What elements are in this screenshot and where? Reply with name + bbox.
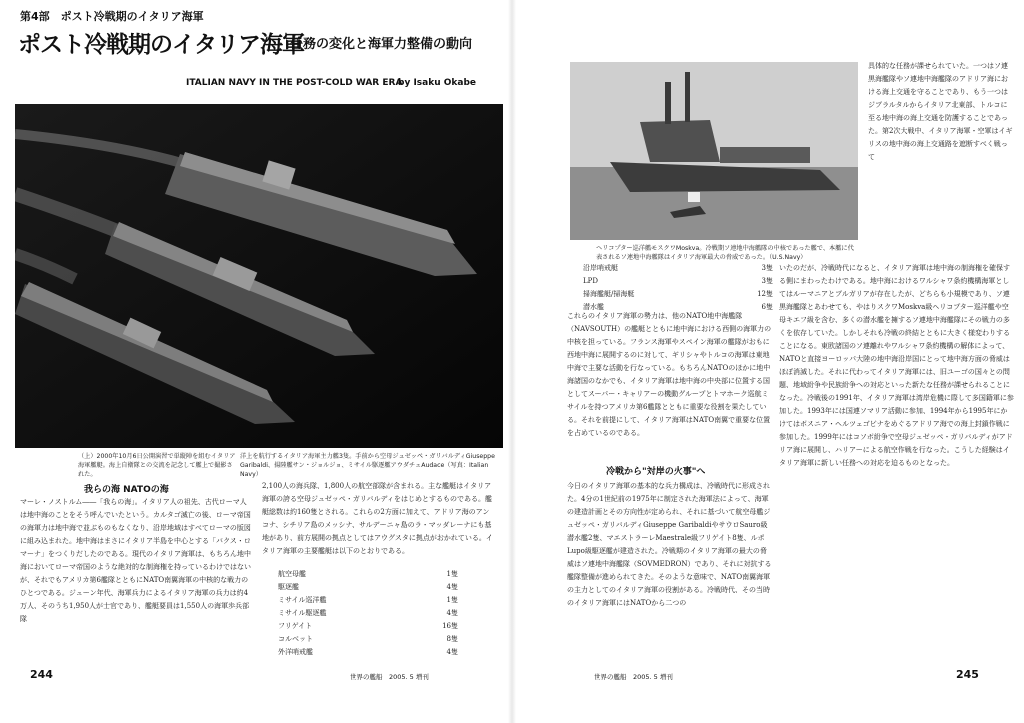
body-column-4: 今日のイタリア海軍の基本的な兵力構成は、冷戦時代に形成された。4分の1世紀前の1975年に制定された海軍法によって、海軍の建造計画とその方向性が定められ、それに基づいて航空母艦ジュゼッペ・ガリバルディGiuseppe GaribaldiやサウロSauro級潜水艦2隻、マエストラーレMaestrale級フリゲイト8隻、ルポLupo級駆逐艦が建造された。冷戦期のイタリア海軍の最大の脅威はソ連地中海艦隊（SOVMEDRON）であり、それに対抗する艦隊整備が進められてきた。そのような意味で、NATO南翼海軍の主力としてのイタリア海軍の役割がある。冷戦時代、その当時のイタリア海軍にはNATOから二つの	[567, 482, 772, 607]
fleet-row: ミサイル駆逐艦 4隻	[278, 609, 458, 617]
body-column-6: いたのだが、冷戦時代になると、イタリア海軍は地中海の制海権を確保する側にまわったわけである。地中海におけるワルシャワ条約機構海軍としてはルーマニアとブルガリアが存在したが、どちらも小規模であり、ソ連黒海艦隊とあわせても、やはりスクワMoskva級ヘリコプター巡洋艦や空母キエフ級を含む、多くの潜水艦を擁するソ連地中海艦隊にその戦力の多くを依存していた。しかしそれも冷戦の終結とともに大きく様変わりすることになる。東欧諸国のソ連離れやワルシャワ条約機構の解体によって、NATOと直接ヨーロッパ大陸の地中海沿岸国にとって地中海方面の脅威はほぼ消滅した。それに代わってイタリア海軍には、旧ユーゴの国々との問題、地域紛争や民族紛争への対応といった新たな任務が課せられることになった。冷戦後の1991年、イタリア海軍は湾岸危機に際して多国籍軍に参加した。1993年には国連ソマリア活動に参加、1994年から1995年にかけてはボスニア・ヘルツェゴビナをめぐるアドリア海での海上封鎖作戦に参加した。1999年にはコソボ紛争で空母ジュゼッペ・ガリバルディがアドリア海に展開し、ハリアーによる航空作戦を行なった。こうした経験はイタリア海軍に新しい任務への対応を迫るものとなった。	[779, 264, 1014, 467]
article-subtitle: 任務の変化と海軍力整備の動向	[290, 37, 473, 52]
body-column-5: 具体的な任務が課せられていた。一つはソ連黒海艦隊やソ連地中海艦隊のアドリア海における海上交通を守ることであり、もう一つはジブラルタルからイタリア北東部、トルコに至る地中海の海上交通を防護することであった。第2次大戦中、イタリア海軍・空軍はイギリスの地中海の海上交通路を遮断すべく戦って	[868, 62, 1013, 161]
series-label: 第4部 ポスト冷戦期のイタリア海軍	[20, 10, 204, 23]
moskva-photo-caption: ヘリコプター巡洋艦モスクワMoskva。冷戦期ソ連地中海艦隊の中核であった艦で、本艦に代表されるソ連地中海艦隊はイタリア海軍最大の脅威であった。（U.S.Navy）	[596, 245, 854, 261]
article-title: ポスト冷戦期のイタリア海軍	[18, 32, 304, 58]
photo-caption-right: 洋上を航行するイタリア海軍主力艦3隻。手前から空母ジュゼッペ・ガリバルディGiuseppe Garibaldi、揚陸艦サン・ジョルジョ、ミサイル駆逐艦アウダチェAudace（写真：Italian Navy）	[240, 453, 495, 478]
fleet-row: ミサイル巡洋艦 1隻	[278, 596, 458, 604]
fleet-row: コルベット 8隻	[278, 635, 458, 643]
magazine-footer-right: 世界の艦船 2005. 5 増刊	[594, 673, 673, 681]
fleet-row: 航空母艦 1隻	[278, 570, 458, 578]
page-number-right: 245	[956, 668, 979, 681]
photo-caption-left: （上）2000年10月6日公開演習で単縦陣を組むイタリア海軍艦艇。海上自衛隊との交流を記念して艦上で撮影された。	[78, 453, 236, 478]
fleet-row: フリゲイト 16隻	[278, 622, 458, 630]
page-number-left: 244	[30, 668, 53, 681]
section-heading-1: 我らの海 NATOの海	[84, 485, 169, 495]
fleet-table-right	[583, 262, 773, 314]
moskva-photo	[570, 62, 858, 240]
fleet-row: 潜水艦 6隻	[583, 303, 773, 311]
body-column-3: これらのイタリア海軍の勢力は、他のNATO地中海艦隊（NAVSOUTH）の艦艇とともに地中海における西側の海軍力の中核を担っている。フランス海軍やスペイン海軍の艦隊がおもに西地中海に展開するのに対して、ギリシャやトルコの海軍は東地中海で主要な活動を行なっている。もちろんNATOのほかに地中海諸国のなかでも、イタリア海軍は地中海の中央部に位置する国としてスーパー・キャリアーの機動グループとトマホーク巡航ミサイルを持つアメリカ第6艦隊とともに重要な役割を果たしている。それを前提にして、イタリア海軍はNATO南翼で重要な位置を占めているのである。	[567, 312, 772, 437]
byline: by Isaku Okabe	[398, 78, 477, 88]
fleet-row: 駆逐艦 4隻	[278, 583, 458, 591]
moskva-ship-illustration	[570, 62, 858, 240]
magazine-footer-left: 世界の艦船 2005. 5 増刊	[350, 673, 429, 681]
page-gutter	[508, 0, 516, 723]
ships-photo	[15, 104, 503, 448]
english-title: ITALIAN NAVY IN THE POST-COLD WAR ERA	[186, 78, 403, 88]
section-heading-2: 冷戦から"対岸の火事"へ	[606, 467, 706, 477]
fleet-table-left	[278, 568, 458, 659]
fleet-row: 外洋哨戒艦 4隻	[278, 648, 458, 656]
fleet-row: 沿岸哨戒艇 3隻	[583, 264, 773, 272]
fleet-row: 掃海艦艇/掃海艇 12隻	[583, 290, 773, 298]
ships-formation-illustration	[15, 104, 503, 448]
body-column-1: マーレ・ノストルム――「我らの海」。イタリア人の祖先、古代ローマ人は地中海のことをそう呼んでいたという。カルタゴ滅亡の後、ローマ帝国の海軍力は地中海で並ぶものもなくなり、沿岸地域はすべてローマの版図に組み込まれた。地中海はまさにイタリア半島を中心とする「バクス・ロマーナ」をつくりだしたのである。現代のイタリア海軍は、もちろん地中海においてローマ帝国のような絶対的な制海権を持っているわけではないが、それでもアメリカ第6艦隊とともにNATO南翼海軍の中核的な戦力のひとつである。ジューン年代、海軍兵力によるイタリア海軍の兵力は約4万人、そのうち1,950人が士官であり、艦艇要員は1,550人の海軍歩兵部隊	[20, 498, 251, 623]
fleet-row: LPD 3隻	[583, 277, 773, 285]
body-column-2: 2,100人の海兵隊、1,800人の航空部隊が含まれる。主な艦艇はイタリア海軍の誇る空母ジュゼッペ・ガリバルディをはじめとするものである。艦艇総数は約160隻とされる。これらの2方面に加えて、アドリア海のアンコナ、シチリア島のメッシナ、サルデーニャ島のラ・マッダレーナにも基地があり、前方展開の拠点としてはアウグスタに拠点がおかれている。イタリア海軍の主要艦艇は以下のとおりである。	[262, 482, 493, 555]
